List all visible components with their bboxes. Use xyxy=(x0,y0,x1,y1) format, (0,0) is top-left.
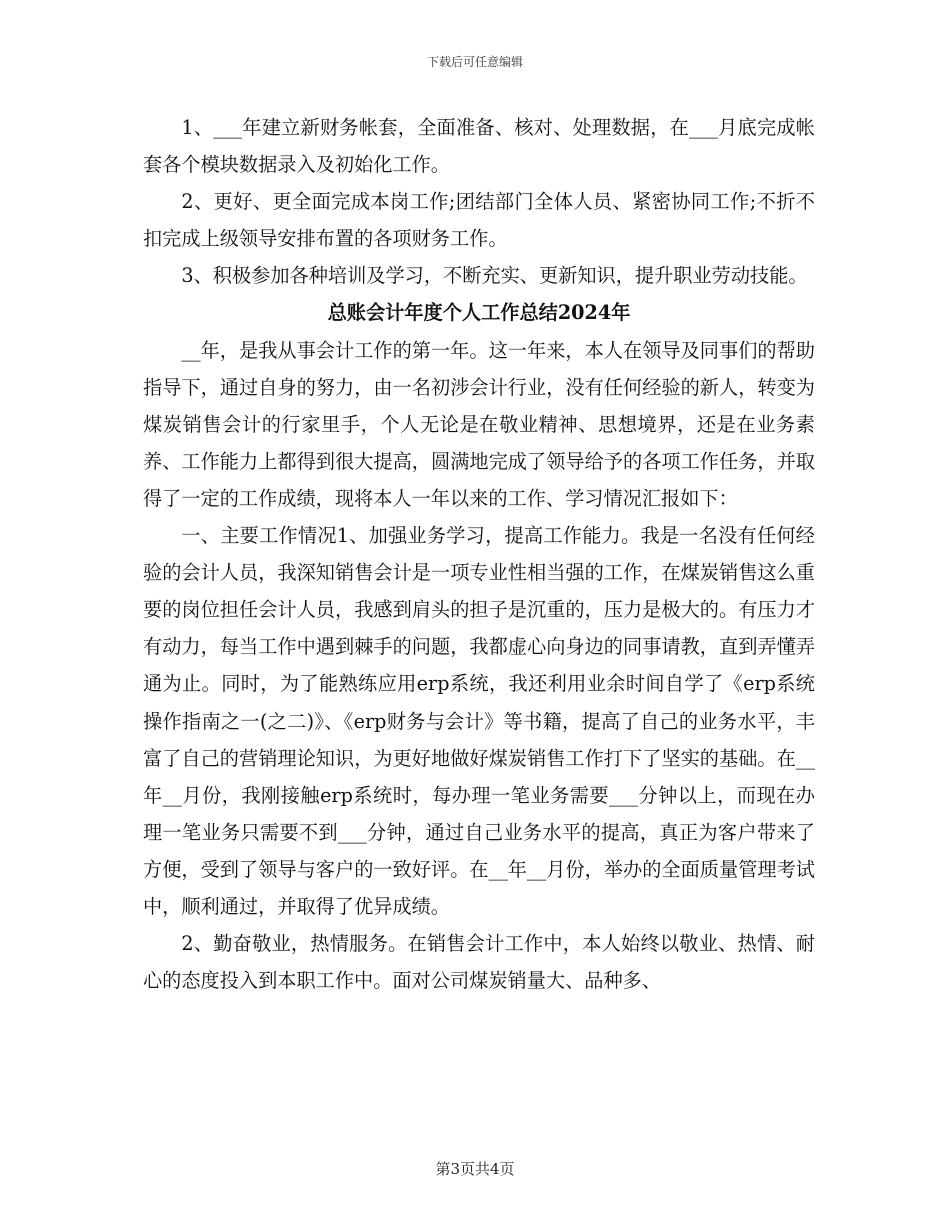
paragraph-item-3: 3、积极参加各种培训及学习，不断充实、更新知识，提升职业劳动技能。 xyxy=(181,264,808,288)
paragraph-intro: __年，是我从事会计工作的第一年。这一年来，本人在领导及同事们的帮助指导下，通过自身的努力，由一名初涉会计行业，没有任何经验的新人，转变为煤炭销售会计的行家里手，个人无论是在敬业精神、思想境界，还是在业务素养、工作能力上都得到很大提高，圆满地完成了领导给予的各项工作任务，并取得了一定的工作成绩，现将本人一年以来的工作、学习情况汇报如下： xyxy=(143,338,815,510)
page-header: 下载后可任意编辑 xyxy=(426,55,523,69)
paragraph-work-summary: 一、主要工作情况1、加强业务学习，提高工作能力。我是一名没有任何经验的会计人员，我深知销售会计是一项专业性相当强的工作，在煤炭销售这么重要的岗位担任会计人员，我感到肩头的担子是沉重的，压力是极大的。有压力才有动力，每当工作中遇到棘手的问题，我都虚心向身边的同事请教，直到弄懂弄通为止。同时，为了能熟练应用erp系统，我还利用业余时间自学了《erp系统操作指南之一(之二)》、《erp财务与会计》等书籍，提高了自己的业务水平，丰富了自己的营销理论知识，为更好地做好煤炭销售工作打下了坚实的基础。在__年__月份，我刚接触erp系统时，每办理一笔业务需要___分钟以上，而现在办理一笔业务只需要不到___分钟，通过自己业务水平的提高，真正为客户带来了方便，受到了领导与客户的一致好评。在__年__月份，举办的全面质量管理考试中，顺利通过，并取得了优异成绩。 xyxy=(143,524,815,918)
paragraph-diligence: 2、勤奋敬业，热情服务。在销售会计工作中，本人始终以敬业、热情、耐心的态度投入到本职工作中。面对公司煤炭销量大、品种多、 xyxy=(143,932,815,993)
paragraph-item-2: 2、更好、更全面完成本岗工作;团结部门全体人员、紧密协同工作;不折不扣完成上级领导安排布置的各项财务工作。 xyxy=(143,190,815,251)
section-title: 总账会计年度个人工作总结2024年 xyxy=(327,301,631,325)
paragraph-item-1: 1、___年建立新财务帐套，全面准备、核对、处理数据，在___月底完成帐套各个模块数据录入及初始化工作。 xyxy=(143,116,815,177)
page-footer: 第3页共4页 xyxy=(435,1160,515,1178)
document-body xyxy=(143,109,815,999)
